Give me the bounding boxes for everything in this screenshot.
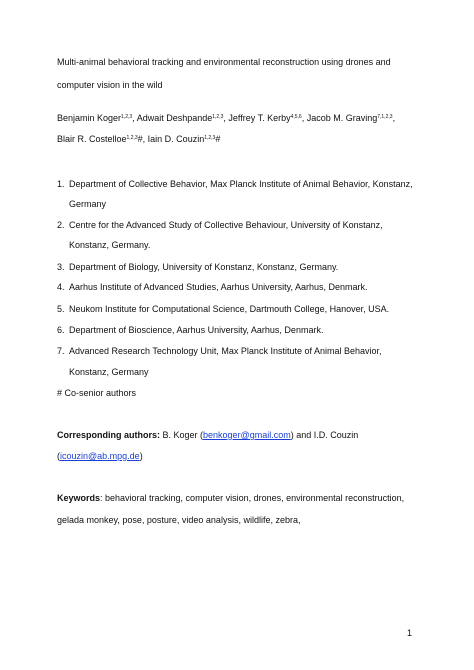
affiliation-number: 3.: [57, 262, 65, 272]
affiliation-text: Centre for the Advanced Study of Collective Behaviour, University of Konstanz,: [69, 220, 383, 230]
author-separator: ,: [132, 113, 137, 123]
author-separator: #,: [137, 134, 148, 144]
affiliation-text: Aarhus Institute of Advanced Studies, Aarhus University, Aarhus, Denmark.: [69, 282, 368, 292]
author-separator: ,: [301, 113, 307, 123]
author-name: Iain D. Couzin: [147, 134, 205, 144]
keywords-label: Keywords: [57, 493, 101, 503]
keywords-line-2: gelada monkey, pose, posture, video analysis, wildlife, zebra,: [57, 515, 301, 525]
author-name: Jeffrey T. Kerby: [228, 113, 291, 123]
author-line-1: [57, 113, 395, 124]
author-affil-sup: 1,2,3: [126, 135, 138, 141]
affiliation-text: Neukom Institute for Computational Science, Dartmouth College, Hanover, USA.: [69, 304, 390, 314]
corresponding-label: Corresponding authors:: [57, 430, 160, 440]
author-affil-sup: 7,1,2,3: [377, 114, 393, 120]
paren-close: ): [139, 451, 143, 461]
affiliation-number: 4.: [57, 282, 65, 292]
affiliation-text: Advanced Research Technology Unit, Max Planck Institute of Animal Behavior,: [69, 346, 382, 356]
affiliation-number: 5.: [57, 304, 65, 314]
affiliation-text: Germany: [69, 199, 107, 209]
affiliation-text: Department of Biology, University of Konstanz, Konstanz, Germany.: [69, 262, 339, 272]
affiliation-number: 2.: [57, 220, 65, 230]
author-separator: #: [215, 134, 221, 144]
author-separator: ,: [392, 113, 396, 123]
title-line-1: Multi-animal behavioral tracking and environmental reconstruction using drones and: [57, 57, 391, 67]
author-affil-sup: 1,2,3: [212, 114, 224, 120]
author-separator: ,: [223, 113, 229, 123]
email-link-couzin[interactable]: icouzin@ab.mpg.de: [60, 451, 140, 461]
keywords-line-1: [57, 493, 404, 504]
affiliation-number: 1.: [57, 179, 65, 189]
affiliation-text: Department of Bioscience, Aarhus University, Aarhus, Denmark.: [69, 325, 324, 335]
co-senior-note: # Co-senior authors: [57, 388, 137, 398]
corresponding-line-2: [57, 451, 143, 462]
author-name: Jacob M. Graving: [306, 113, 378, 123]
corresponding-text: ) and I.D. Couzin: [290, 430, 359, 440]
corresponding-text: B. Koger (: [160, 430, 204, 440]
title-line-2: computer vision in the wild: [57, 80, 163, 90]
affiliation-text: Konstanz, Germany: [69, 367, 149, 377]
affiliation-text: Konstanz, Germany.: [69, 240, 151, 250]
author-affil-sup: 1,2,3: [121, 114, 133, 120]
author-name: Benjamin Koger: [57, 113, 122, 123]
author-name: Blair R. Costelloe: [57, 134, 127, 144]
affiliation-number: 7.: [57, 346, 65, 356]
author-affil-sup: 1,2,3: [204, 135, 216, 141]
page-number: 1: [407, 628, 413, 638]
affiliation-text: Department of Collective Behavior, Max Planck Institute of Animal Behavior, Konstanz,: [69, 179, 413, 189]
corresponding-line-1: [57, 430, 358, 441]
author-line-2: [57, 134, 220, 145]
author-affil-sup: 4,5,6: [290, 114, 302, 120]
affiliation-number: 6.: [57, 325, 65, 335]
keywords-text: : behavioral tracking, computer vision, drones, environmental reconstruction,: [100, 493, 405, 503]
author-name: Adwait Deshpande: [136, 113, 213, 123]
email-link-koger[interactable]: benkoger@gmail.com: [203, 430, 291, 440]
paren-open: (: [57, 451, 60, 461]
